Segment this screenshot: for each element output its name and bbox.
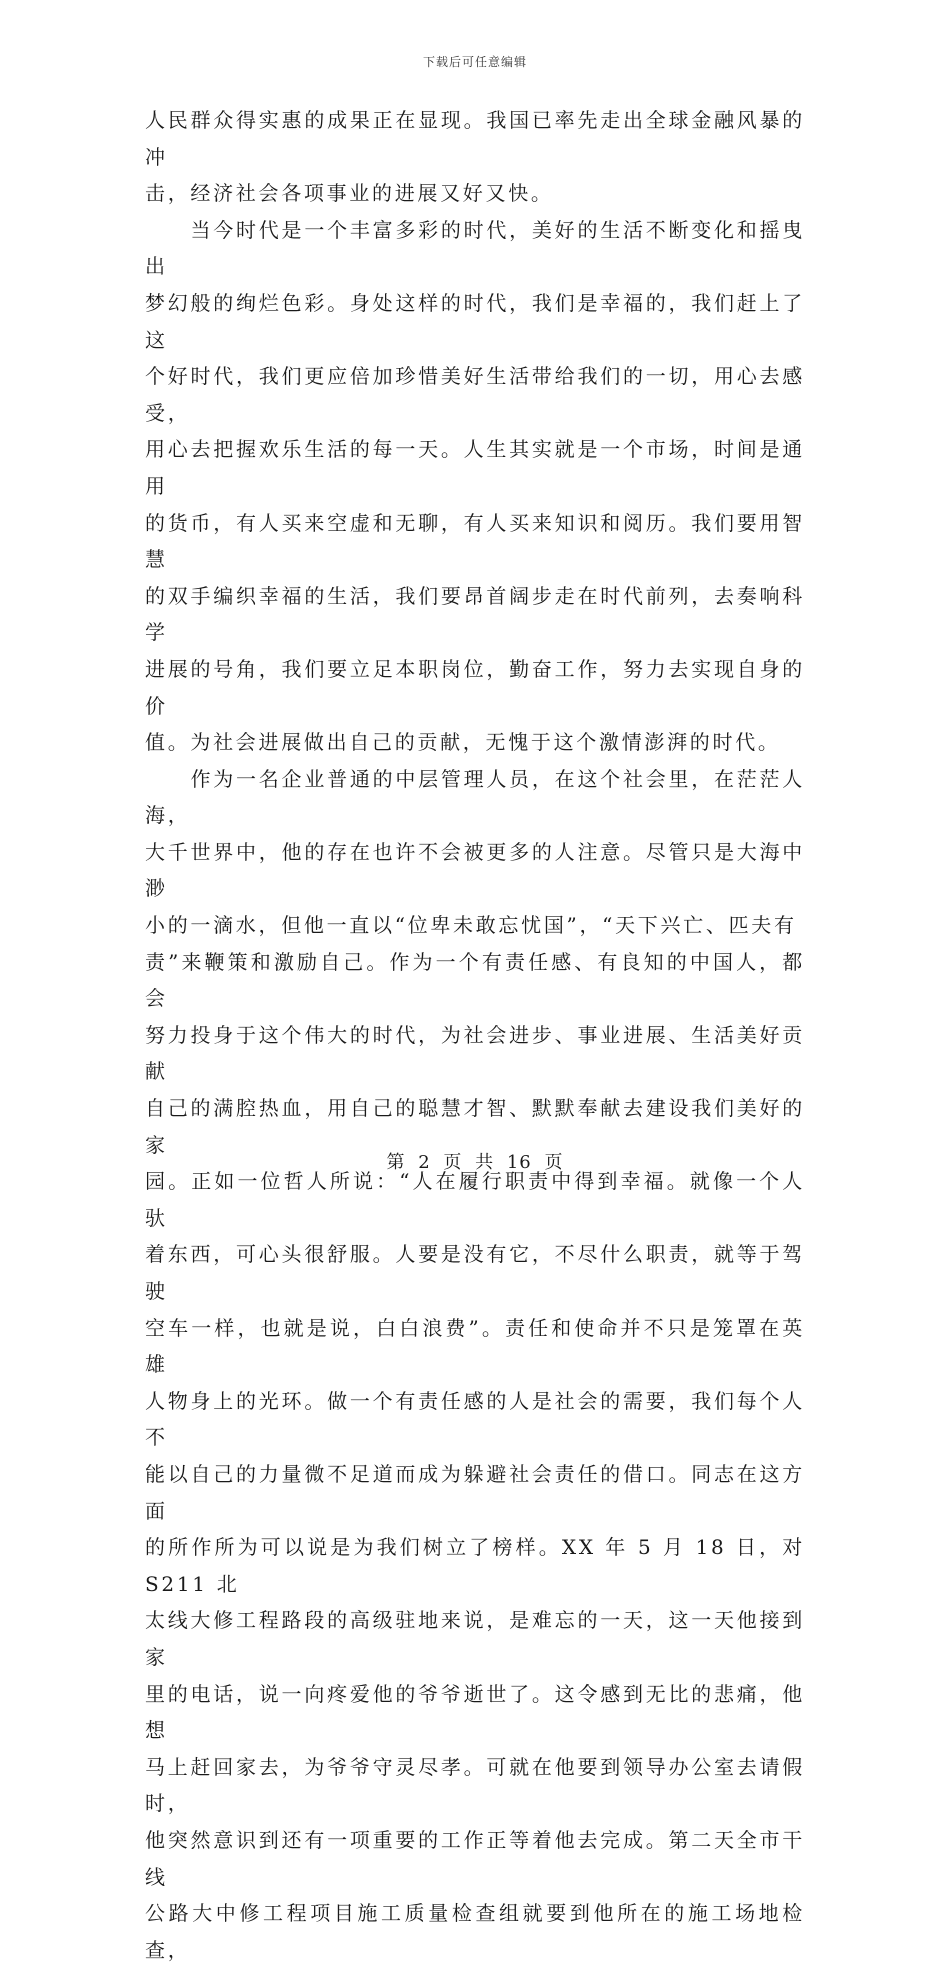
page-number: 第 2 页 共 16 页 xyxy=(386,1152,564,1173)
paragraph-1: 人民群众得实惠的成果正在显现。我国已率先走出全球金融风暴的冲 击，经济社会各项事业的进展又好又快。 xyxy=(145,108,805,206)
paragraph-3: 作为一名企业普通的中层管理人员，在这个社会里，在茫茫人海， 大千世界中，他的存在也许不会被更多的人注意。尽管只是大海中渺 小的一滴水，但他一直以“位卑未敢忘忧国”，“天下兴亡、匹夫有 责”来鞭策和激励自己。作为一个有责任感、有良知的中国人，都会 努力投身于这个伟大的时代，为社会进步、事业进展、生活美好贡献 自己的满腔热血，用自己的聪慧才智、默默奉献去建设我们美好的家 园。正如一位哲人所说：“人在履行职责中得到幸福。就像一个人驮 着东西，可心头很舒服。人要是没有它，不尽什么职责，就等于驾驶 空车一样，也就是说，白白浪费”。责任和使命并不只是笼罩在英雄 人物身上的光环。做一个有责任感的人是社会的需要，我们每个人不 能以自己的力量微不足道而成为躲避社会责任的借口。同志在这方面 的所作所为可以说是为我们树立了榜样。XX 年 5 月 18 日，对 S211 北 太线大修工程路段的高级驻地来说，是难忘的一天，这一天他接到家 里的电话，说一向疼爱他的爷爷逝世了。这令感到无比的悲痛，他想 马上赶回家去，为爷爷守灵尽孝。可就在他要到领导办公室去请假时， 他突然意识到还有一项重要的工作正等着他去完成。第二天全市干线 公路大中修工程项目施工质量检查组就要到他所在的施工场地检查， xyxy=(145,766,805,1962)
document-body xyxy=(145,102,805,1968)
page-header: 下载后可任意编辑 xyxy=(422,55,527,69)
paragraph-2: 当今时代是一个丰富多彩的时代，美好的生活不断变化和摇曳出 梦幻般的绚烂色彩。身处这样的时代，我们是幸福的，我们赶上了这 个好时代，我们更应倍加珍惜美好生活带给我们的一切，用心去感受， 用心去把握欢乐生活的每一天。人生其实就是一个市场，时间是通用 的货币，有人买来空虚和无聊，有人买来知识和阅历。我们要用智慧 的双手编织幸福的生活，我们要昂首阔步走在时代前列，去奏响科学 进展的号角，我们要立足本职岗位，勤奋工作，努力去实现自身的价 值。为社会进展做出自己的贡献，无愧于这个激情澎湃的时代。 xyxy=(145,217,805,755)
